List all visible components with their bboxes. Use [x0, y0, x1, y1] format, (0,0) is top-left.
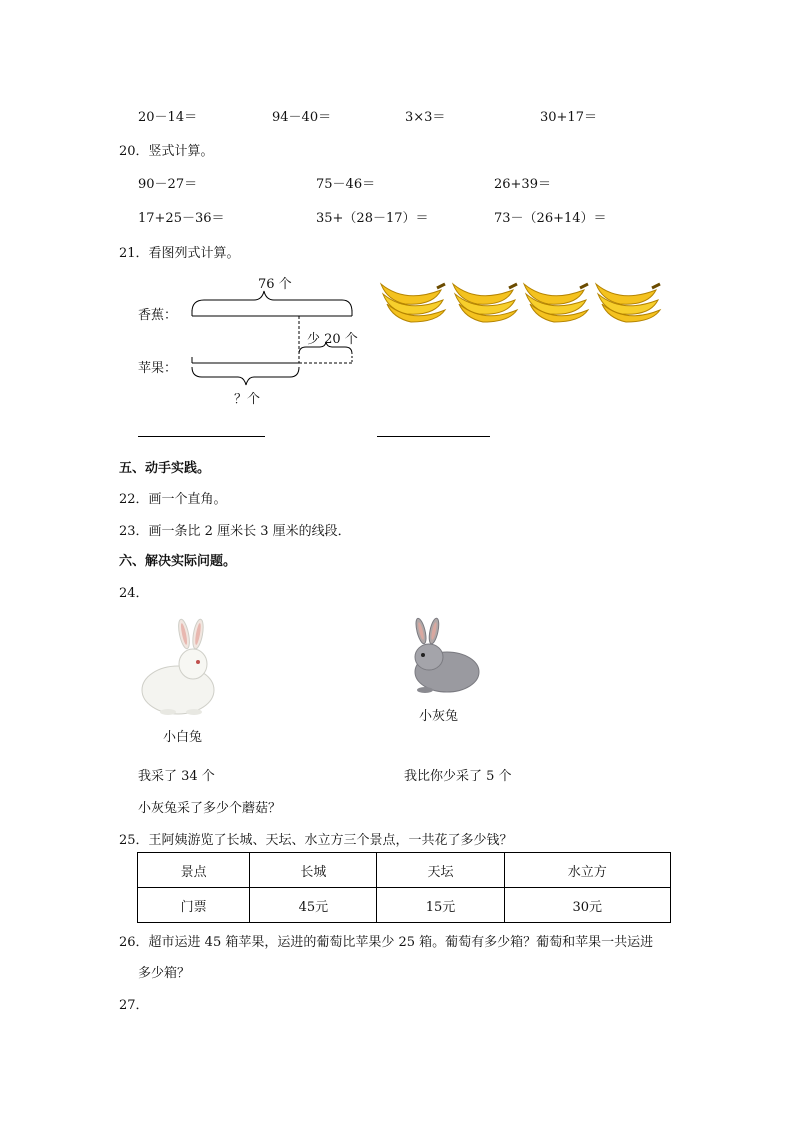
answer-line-2[interactable]: [377, 436, 490, 437]
table-cell: 15元: [377, 888, 504, 923]
expr-94-40: 94－40＝: [272, 110, 332, 125]
table-row: [138, 888, 671, 923]
expr-3x3: 3×3＝: [405, 110, 446, 125]
table-row: [138, 853, 671, 888]
q20-expr-3: 26+39＝: [494, 177, 551, 192]
q24-number: 24．: [119, 586, 149, 601]
total-label: 76 个: [258, 277, 292, 292]
white-rabbit-icon: [138, 618, 218, 718]
q24-question: 小灰兔采了多少个蘑菇？: [138, 801, 282, 816]
gray-rabbit-label: 小灰兔: [419, 709, 459, 724]
banana-bunch-icon: [590, 270, 662, 324]
q20-title: 20．竖式计算。: [119, 144, 214, 159]
q26-line-2: 多少箱？: [138, 966, 191, 981]
table-cell: 30元: [504, 888, 671, 923]
q26-line-1: 26．超市运进 45 箱苹果，运进的葡萄比苹果少 25 箱。葡萄有多少箱？葡萄和苹果一共运进: [119, 935, 654, 950]
banana-label: 香蕉：: [138, 308, 178, 323]
white-rabbit-speech: 我采了 34 个: [138, 769, 215, 784]
q20-expr-6: 73－（26+14）＝: [494, 211, 607, 226]
q21-title: 21．看图列式计算。: [119, 246, 240, 261]
ticket-price-table: [137, 852, 671, 923]
expr-20-14: 20－14＝: [138, 110, 198, 125]
question-label: ？个: [234, 392, 261, 407]
table-header-cell: 长城: [250, 853, 377, 888]
banana-bunch-icon: [447, 270, 519, 324]
section-5-heading: 五、动手实践。: [119, 461, 211, 476]
q27-number: 27．: [119, 998, 149, 1013]
q20-expr-1: 90－27＝: [138, 177, 198, 192]
q22: 22．画一个直角。: [119, 492, 227, 507]
q20-expr-4: 17+25－36＝: [138, 211, 225, 226]
banana-bunch-icon: [375, 270, 447, 324]
banana-bunch-icon: [518, 270, 590, 324]
q20-expr-2: 75－46＝: [316, 177, 376, 192]
white-rabbit-label: 小白兔: [163, 730, 203, 745]
q25-title: 25．王阿姨游览了长城、天坛、水立方三个景点，一共花了多少钱？: [119, 833, 513, 848]
gray-rabbit-icon: [405, 617, 481, 695]
table-cell: 45元: [250, 888, 377, 923]
answer-line-1[interactable]: [138, 436, 265, 437]
less-label: 少 20 个: [307, 332, 358, 347]
expr-30+17: 30+17＝: [540, 110, 597, 125]
q23: 23．画一条比 2 厘米长 3 厘米的线段．: [119, 524, 351, 539]
table-cell: 门票: [138, 888, 250, 923]
table-header-cell: 天坛: [377, 853, 504, 888]
table-header-cell: 景点: [138, 853, 250, 888]
q20-expr-5: 35+（28－17）＝: [316, 211, 429, 226]
gray-rabbit-speech: 我比你少采了 5 个: [404, 769, 512, 784]
table-header-cell: 水立方: [504, 853, 671, 888]
apple-label: 苹果：: [138, 361, 178, 376]
section-6-heading: 六、解决实际问题。: [119, 554, 237, 569]
